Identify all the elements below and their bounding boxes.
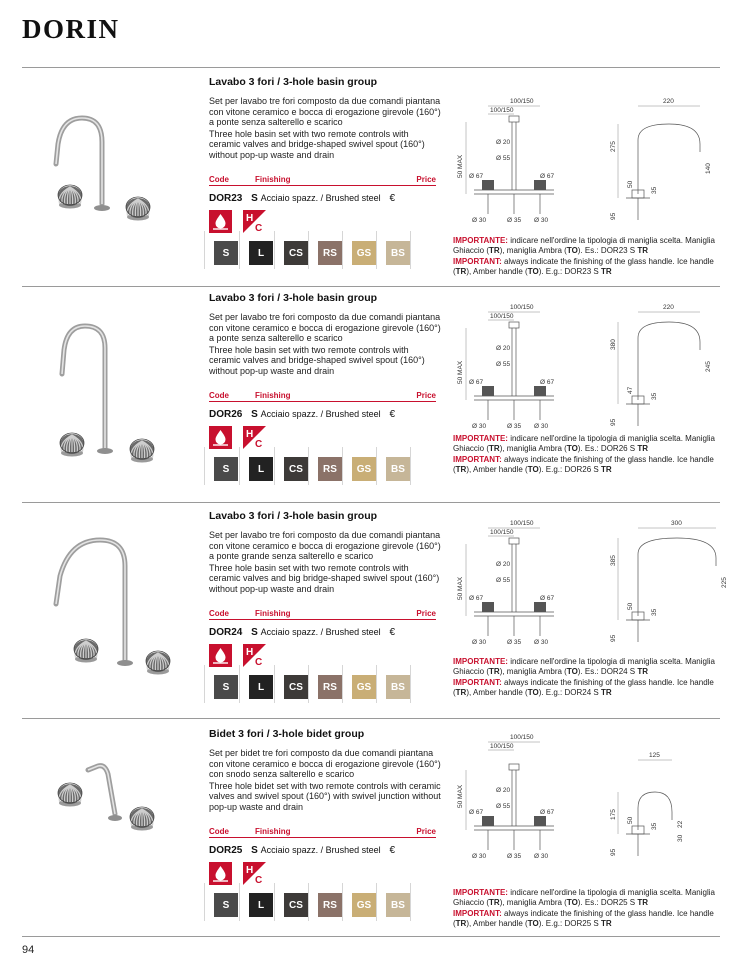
swatch-separator — [204, 665, 205, 703]
finishing-header: Finishing — [255, 827, 291, 836]
swatch-bs[interactable]: BS — [386, 675, 410, 699]
dimension-label: Ø 67 — [469, 809, 484, 816]
swatch-separator — [342, 883, 343, 921]
dimension-label: Ø 20 — [496, 139, 511, 146]
glass-handle-icon — [74, 639, 98, 663]
page-number: 94 — [22, 944, 35, 956]
dimension-label: 95 — [610, 634, 617, 642]
technical-drawing — [452, 730, 722, 890]
swatch-l[interactable]: L — [249, 675, 273, 699]
swatch-cs[interactable]: CS — [284, 457, 308, 481]
swatch-s[interactable]: S — [214, 457, 238, 481]
dimension-label: 50 MAX — [457, 360, 464, 384]
cert-hot-cold — [243, 862, 266, 885]
swatch-rs[interactable]: RS — [318, 893, 342, 917]
dimension-label: 220 — [663, 304, 674, 311]
product-image — [30, 526, 190, 681]
dimension-label: Ø 20 — [496, 561, 511, 568]
dimension-label: 100/150 — [490, 313, 514, 320]
dimension-label: 125 — [649, 752, 660, 759]
product-description — [209, 530, 441, 596]
dimension-label: 220 — [663, 98, 674, 105]
dimension-label: 95 — [610, 418, 617, 426]
dimension-label: 380 — [610, 339, 617, 350]
swatch-separator — [376, 665, 377, 703]
note-english: IMPORTANT: always indicate the finishing of the glass handle. Ice handle (TR), Amber handle (TO). E.g.: DOR24 S TR — [453, 678, 714, 697]
price-header: Price — [416, 827, 436, 836]
dimension-label: 100/150 — [510, 98, 534, 105]
dimension-label: 50 MAX — [457, 154, 464, 178]
header-rule — [209, 619, 436, 620]
swatch-rs[interactable]: RS — [318, 241, 342, 265]
description-italian: Set per lavabo tre fori composto da due comandi piantana con vitone ceramico e bocca di erogazione girevole (160°) a ponte grande senza salterello e scarico — [209, 530, 441, 562]
dimension-label: 100/150 — [510, 304, 534, 311]
swatch-cs[interactable]: CS — [284, 893, 308, 917]
swatch-separator — [308, 883, 309, 921]
cert-hot-cold — [243, 210, 266, 233]
dimension-label: Ø 30 — [534, 639, 549, 646]
note-english: IMPORTANT: always indicate the finishing of the glass handle. Ice handle (TR), Amber handle (TO). E.g.: DOR23 S TR — [453, 257, 714, 276]
swatch-gs[interactable]: GS — [352, 675, 376, 699]
finishing-description: Acciaio spazz. / Brushed steel — [260, 627, 381, 637]
swatch-separator — [376, 231, 377, 269]
code-header: Code — [209, 827, 229, 836]
svg-text:H: H — [246, 865, 254, 876]
technical-drawing — [452, 94, 722, 229]
svg-text:H: H — [246, 647, 254, 658]
swatch-separator — [342, 231, 343, 269]
product-image — [30, 732, 190, 887]
product-description — [209, 96, 441, 162]
dimension-label: 47 — [627, 386, 634, 394]
dimension-label: 100/150 — [510, 520, 534, 527]
section-divider — [22, 718, 720, 719]
hot-cold-icon — [243, 210, 266, 233]
swatch-separator — [204, 231, 205, 269]
cert-hot-cold — [243, 644, 266, 667]
finishing-description: Acciaio spazz. / Brushed steel — [260, 193, 381, 203]
glass-handle-icon — [58, 783, 82, 807]
dimension-label: Ø 35 — [507, 639, 522, 646]
finishing-description: Acciaio spazz. / Brushed steel — [260, 409, 381, 419]
swatch-separator — [342, 447, 343, 485]
product-title: Bidet 3 fori / 3-hole bidet group — [209, 728, 365, 740]
dimension-label: 50 — [627, 816, 634, 824]
swatch-rs[interactable]: RS — [318, 457, 342, 481]
code-header: Code — [209, 175, 229, 184]
product-code: DOR25 — [209, 845, 243, 856]
dimension-label: Ø 20 — [496, 345, 511, 352]
description-italian: Set per lavabo tre fori composto da due comandi piantana con vitone ceramico e bocca di erogazione girevole (160°) a ponte senza salterello e scarico — [209, 312, 441, 344]
svg-text:C: C — [255, 875, 263, 886]
swatch-separator — [410, 447, 411, 485]
important-note — [453, 657, 728, 699]
product-code-row — [209, 409, 395, 420]
dimension-label: Ø 35 — [507, 423, 522, 430]
glass-handle-icon — [58, 185, 82, 209]
product-photo — [30, 526, 190, 676]
description-english: Three hole bidet set with two remote controls with ceramic valves and swivel spout (160°) with swivel junction without pop-up waste and drain — [209, 780, 441, 812]
glass-handle-icon — [130, 439, 154, 463]
swatch-separator — [376, 447, 377, 485]
swatch-separator — [308, 231, 309, 269]
dimension-label: 35 — [651, 186, 658, 194]
finishing-header: Finishing — [255, 391, 291, 400]
header-rule — [209, 401, 436, 402]
swatch-bs[interactable]: BS — [386, 457, 410, 481]
description-english: Three hole basin set with two remote controls with ceramic valves and bridge-shaped swivel spout (160°) without pop-up waste and drain — [209, 344, 425, 376]
finishing-header: Finishing — [255, 609, 291, 618]
dimension-label: 35 — [651, 822, 658, 830]
product-description — [209, 748, 441, 814]
note-english: IMPORTANT: always indicate the finishing of the glass handle. Ice handle (TR), Amber handle (TO). E.g.: DOR26 S TR — [453, 455, 714, 474]
swatch-separator — [376, 883, 377, 921]
glass-handle-icon — [60, 433, 84, 457]
product-code: DOR24 — [209, 627, 243, 638]
dimension-label: Ø 67 — [540, 809, 555, 816]
section-divider — [22, 67, 720, 68]
product-image — [30, 92, 190, 247]
dimension-label: 50 MAX — [457, 576, 464, 600]
cert-water — [209, 644, 232, 667]
dimension-drawing — [452, 300, 722, 440]
price-currency: € — [389, 845, 395, 856]
finishing-code: S — [251, 193, 258, 204]
swatch-l[interactable]: L — [249, 457, 273, 481]
dimension-drawing — [452, 94, 722, 234]
swatch-gs[interactable]: GS — [352, 241, 376, 265]
hot-cold-icon — [243, 644, 266, 667]
cert-water — [209, 862, 232, 885]
swatch-s[interactable]: S — [214, 241, 238, 265]
water-saving-icon — [209, 644, 232, 667]
dimension-label: 50 MAX — [457, 784, 464, 808]
dimension-label: 275 — [610, 141, 617, 152]
technical-drawing — [452, 300, 722, 435]
description-english: Three hole basin set with two remote controls with ceramic valves and big bridge-shaped swivel spout (160°) without pop-up waste and drain — [209, 562, 440, 594]
finishing-code: S — [251, 409, 258, 420]
description-italian: Set per bidet tre fori composto da due comandi piantana con vitone ceramico e bocca di erogazione girevole (160°) con snodo senza salterello e scarico — [209, 748, 441, 780]
finishing-header: Finishing — [255, 175, 291, 184]
product-image — [30, 308, 190, 463]
section-divider — [22, 286, 720, 287]
swatch-separator — [308, 447, 309, 485]
swatch-cs[interactable]: CS — [284, 241, 308, 265]
dimension-label: 175 — [610, 809, 617, 820]
dimension-label: Ø 67 — [469, 173, 484, 180]
important-note — [453, 434, 728, 476]
dimension-label: Ø 30 — [472, 853, 487, 860]
code-header: Code — [209, 391, 229, 400]
swatch-separator — [410, 883, 411, 921]
water-saving-icon — [209, 210, 232, 233]
swatch-bs[interactable]: BS — [386, 241, 410, 265]
dimension-label: Ø 55 — [496, 803, 511, 810]
dimension-label: 100/150 — [490, 743, 514, 750]
price-header: Price — [416, 609, 436, 618]
product-code-row — [209, 193, 395, 204]
note-italian: IMPORTANTE: indicare nell'ordine la tipologia di maniglia scelta. Maniglia Ghiaccio (TR), maniglia Ambra (TO). Es.: DOR25 S TR — [453, 888, 715, 907]
dimension-label: Ø 30 — [534, 217, 549, 224]
technical-drawing — [452, 516, 728, 651]
swatch-separator — [274, 447, 275, 485]
cert-water — [209, 426, 232, 449]
product-code-row — [209, 627, 395, 638]
dimension-label: Ø 35 — [507, 853, 522, 860]
header-rule — [209, 185, 436, 186]
note-italian: IMPORTANTE: indicare nell'ordine la tipologia di maniglia scelta. Maniglia Ghiaccio (TR), maniglia Ambra (TO). Es.: DOR23 S TR — [453, 236, 715, 255]
dimension-label: Ø 30 — [472, 423, 487, 430]
header-rule — [209, 837, 436, 838]
dimension-label: 95 — [610, 212, 617, 220]
dimension-label: Ø 30 — [472, 217, 487, 224]
svg-text:H: H — [246, 429, 254, 440]
dimension-label: Ø 30 — [534, 853, 549, 860]
swatch-bs[interactable]: BS — [386, 893, 410, 917]
dimension-label: Ø 55 — [496, 361, 511, 368]
dimension-label: 225 — [721, 577, 728, 588]
dimension-label: Ø 67 — [469, 379, 484, 386]
swatch-s[interactable]: S — [214, 675, 238, 699]
price-currency: € — [389, 409, 395, 420]
important-note — [453, 888, 728, 930]
product-description — [209, 312, 441, 378]
dimension-label: 50 — [627, 180, 634, 188]
swatch-separator — [410, 665, 411, 703]
swatch-separator — [308, 665, 309, 703]
dimension-label: 100/150 — [490, 529, 514, 536]
finishing-description: Acciaio spazz. / Brushed steel — [260, 845, 381, 855]
swatch-separator — [410, 231, 411, 269]
product-title: Lavabo 3 fori / 3-hole basin group — [209, 510, 378, 522]
dimension-label: 100/150 — [510, 734, 534, 741]
product-photo — [30, 308, 190, 458]
swatch-separator — [239, 665, 240, 703]
price-header: Price — [416, 391, 436, 400]
dimension-label: Ø 20 — [496, 787, 511, 794]
note-italian: IMPORTANTE: indicare nell'ordine la tipologia di maniglia scelta. Maniglia Ghiaccio (TR), maniglia Ambra (TO). Es.: DOR26 S TR — [453, 434, 715, 453]
price-header: Price — [416, 175, 436, 184]
product-title: Lavabo 3 fori / 3-hole basin group — [209, 292, 378, 304]
dimension-label: 385 — [610, 555, 617, 566]
dimension-label: Ø 67 — [540, 595, 555, 602]
swatch-separator — [239, 447, 240, 485]
cert-water — [209, 210, 232, 233]
dimension-label: Ø 67 — [540, 379, 555, 386]
glass-handle-icon — [146, 651, 170, 675]
dimension-label: Ø 35 — [507, 217, 522, 224]
brand-logo: DORIN — [22, 14, 120, 44]
product-code: DOR26 — [209, 409, 243, 420]
dimension-label: 35 — [651, 392, 658, 400]
swatch-separator — [274, 883, 275, 921]
swatch-separator — [342, 665, 343, 703]
dimension-label: 140 — [705, 163, 712, 174]
section-divider — [22, 502, 720, 503]
note-italian: IMPORTANTE: indicare nell'ordine la tipologia di maniglia scelta. Maniglia Ghiaccio (TR), maniglia Ambra (TO). Es.: DOR24 S TR — [453, 657, 715, 676]
dimension-label: 300 — [671, 520, 682, 527]
description-italian: Set per lavabo tre fori composto da due comandi piantana con vitone ceramico e bocca di erogazione girevole (160°) a ponte senza salterello e scarico — [209, 96, 441, 128]
water-saving-icon — [209, 862, 232, 885]
swatch-separator — [239, 883, 240, 921]
finishing-code: S — [251, 627, 258, 638]
dimension-label: 100/150 — [490, 107, 514, 114]
dimension-label: Ø 30 — [472, 639, 487, 646]
product-code-row — [209, 845, 395, 856]
swatch-l[interactable]: L — [249, 893, 273, 917]
swatch-l[interactable]: L — [249, 241, 273, 265]
code-header: Code — [209, 609, 229, 618]
swatch-gs[interactable]: GS — [352, 893, 376, 917]
swatch-separator — [274, 665, 275, 703]
hot-cold-icon — [243, 862, 266, 885]
swatch-separator — [274, 231, 275, 269]
dimension-label: 245 — [705, 361, 712, 372]
description-english: Three hole basin set with two remote controls with ceramic valves and bridge-shaped swivel spout (160°) without pop-up waste and drain — [209, 128, 425, 160]
dimension-label: Ø 55 — [496, 155, 511, 162]
svg-text:C: C — [255, 657, 263, 668]
dimension-label: 95 — [610, 848, 617, 856]
swatch-cs[interactable]: CS — [284, 675, 308, 699]
dimension-drawing — [452, 516, 728, 656]
swatch-separator — [204, 883, 205, 921]
swatch-separator — [239, 231, 240, 269]
product-code: DOR23 — [209, 193, 243, 204]
dimension-label: 30 — [677, 834, 684, 842]
glass-handle-icon — [130, 807, 154, 831]
dimension-label: 35 — [651, 608, 658, 616]
swatch-separator — [204, 447, 205, 485]
swatch-rs[interactable]: RS — [318, 675, 342, 699]
dimension-label: Ø 67 — [540, 173, 555, 180]
dimension-label: Ø 55 — [496, 577, 511, 584]
section-divider — [22, 936, 720, 937]
svg-text:H: H — [246, 213, 254, 224]
price-currency: € — [389, 627, 395, 638]
dimension-label: Ø 30 — [534, 423, 549, 430]
glass-handle-icon — [126, 197, 150, 221]
important-note — [453, 236, 728, 278]
price-currency: € — [389, 193, 395, 204]
dimension-label: Ø 67 — [469, 595, 484, 602]
svg-text:C: C — [255, 439, 263, 450]
cert-hot-cold — [243, 426, 266, 449]
swatch-s[interactable]: S — [214, 893, 238, 917]
svg-text:C: C — [255, 223, 263, 234]
finishing-code: S — [251, 845, 258, 856]
product-title: Lavabo 3 fori / 3-hole basin group — [209, 76, 378, 88]
note-english: IMPORTANT: always indicate the finishing of the glass handle. Ice handle (TR), Amber handle (TO). E.g.: DOR25 S TR — [453, 909, 714, 928]
dimension-label: 50 — [627, 602, 634, 610]
product-photo — [30, 732, 190, 882]
water-saving-icon — [209, 426, 232, 449]
swatch-gs[interactable]: GS — [352, 457, 376, 481]
product-photo — [30, 92, 190, 242]
hot-cold-icon — [243, 426, 266, 449]
dimension-drawing — [452, 730, 722, 895]
dimension-label: 22 — [677, 820, 684, 828]
